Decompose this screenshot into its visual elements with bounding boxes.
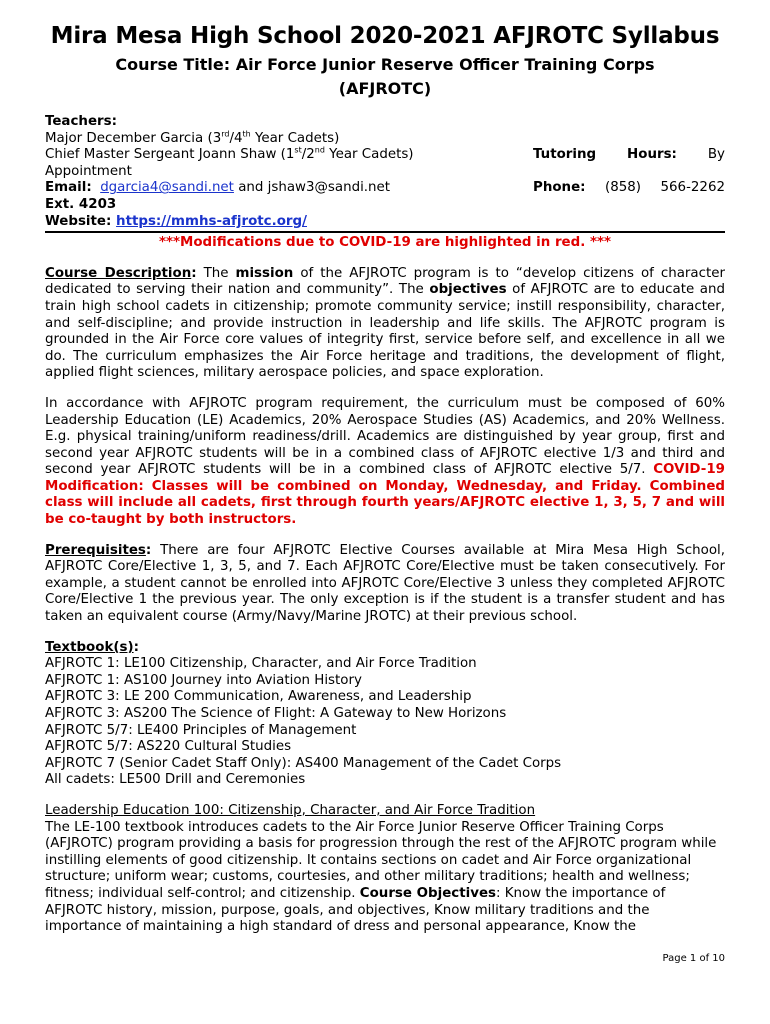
list-item: AFJROTC 3: LE 200 Communication, Awareness, and Leadership — [45, 689, 472, 705]
list-item: AFJROTC 3: AS200 The Science of Flight: A Gateway to New Horizons — [45, 706, 507, 721]
teachers-label: Teachers: — [45, 114, 117, 129]
email-line: Email: dgarcia4@sandi.net and jshaw3@sandi.net — [45, 180, 391, 196]
prerequisites-heading: Prerequisites — [45, 542, 146, 558]
tutoring-hours: Tutoring Hours: By — [533, 147, 725, 162]
le100-paragraph: The LE-100 textbook introduces cadets to the Air Force Junior Reserve Officer Training Corps (AFJROTC) program providing a basis for progression through the rest of the AFJROTC program while instilling elements of good citizenship. It contains sections on cadet and Air Force organizational structure; uniform wear; customs, courtesies, and other military traditions; health and wellness; fitness; individual self-control; and citizenship. Course Objectives: Know the importance of AFJROTC history, mission, purpose, goals, and objectives, Know military traditions and the importance of maintaining a high standard of dress and personal appearance, Know the — [45, 819, 717, 935]
list-item: All cadets: LE500 Drill and Ceremonies — [45, 772, 306, 788]
list-item: AFJROTC 1: AS100 Journey into Aviation History — [45, 672, 362, 688]
covid-modification: COVID-19 Modification: Classes will be combined on Monday, Wednesday, and Friday. Combined class will include all cadets, first through fourth years/AFJROTC elective 1, 3, 5, 7 and will be co-taught by both instructors. — [45, 462, 725, 528]
covid-notice: ***Modifications due to COVID-19 are highlighted in red. *** — [159, 235, 611, 251]
phone-line: Phone: (858) 566-2262 — [533, 180, 725, 195]
teacher-2: Chief Master Sergeant Joann Shaw (1st/2nd Year Cadets) — [45, 145, 414, 163]
course-objectives-label: Course Objectives — [359, 885, 496, 901]
prerequisites: Prerequisites: There are four AFJROTC Elective Courses available at Mira Mesa High School, AFJROTC Core/Elective 1, 3, 5, and 7. Each AFJROTC Core/Elective must be taken consecutively. For example, a student cannot be enrolled into AFJROTC Core/Elective 3 unless they completed AFJROTC Core/Elective 1 the previous year. The only exception is if the student is a transfer student and has taken an equivalent course (Army/Navy/Marine JROTC) at their previous school. — [45, 542, 725, 625]
course-title-line-2: (AFJROTC) — [338, 79, 432, 98]
course-title-line-1: Course Title: Air Force Junior Reserve Officer Training Corps — [115, 55, 655, 74]
curriculum-paragraph: In accordance with AFJROTC program requirement, the curriculum must be composed of 60% Leadership Education (LE) Academics, 20% Aerospace Studies (AS) Academics, and 20% Wellness. E.g. physical training/uniform readiness/drill. Academics are distinguished by year group, first and second year AFJROTC students will be in a combined class of AFJROTC elective 1/3 and third and second year AFJROTC students will be in a combined class of AFJROTC elective 5/7. COVID-19 Modification: Classes will be combined on Monday, Wednesday, and Friday. Combined class will include all cadets, first through fourth years/AFJROTC elective 1, 3, 5, 7 and will be co-taught by both instructors. — [45, 395, 725, 528]
phone-extension: Ext. 4203 — [45, 196, 117, 212]
appointment-text: Appointment — [45, 163, 132, 179]
page-number: Page 1 of 10 — [662, 953, 725, 964]
website-line: Website: https://mmhs-afjrotc.org/ — [45, 213, 307, 229]
course-description-heading: Course Description — [45, 265, 192, 281]
list-item: AFJROTC 5/7: LE400 Principles of Management — [45, 722, 357, 738]
list-item: AFJROTC 1: LE100 Citizenship, Character, and Air Force Tradition — [45, 656, 477, 672]
teacher-1: Major December Garcia (3rd/4th Year Cadets) — [45, 129, 340, 146]
teachers-section — [45, 114, 725, 233]
syllabus-page — [45, 20, 725, 936]
page-title: Mira Mesa High School 2020-2021 AFJROTC Syllabus — [50, 23, 720, 49]
le100-heading: Leadership Education 100: Citizenship, Character, and Air Force Tradition — [45, 802, 536, 818]
divider-rule — [45, 231, 725, 233]
list-item: AFJROTC 5/7: AS220 Cultural Studies — [45, 739, 292, 755]
textbooks-heading: Textbook(s) — [45, 639, 134, 655]
textbooks-section: Textbook(s): AFJROTC 1: LE100 Citizenship, Character, and Air Force Tradition AFJROTC 1: AS100 Journey into Aviation History AFJROTC 3: LE 200 Communication, Awareness, and Leadership AFJROTC 3: AS200 The Science of Flight: A Gateway to New Horizons AFJROTC 5/7: LE400 Principles of Management AFJROTC 5/7: AS220 Cultural Studies AFJROTC 7 (Senior Cadet Staff Only): AS400 Management of the Cadet Corps All cadets: LE500 Drill and Ceremonies — [45, 640, 725, 789]
email-link-garcia[interactable]: dgarcia4@sandi.net — [100, 180, 234, 196]
website-link[interactable]: https://mmhs-afjrotc.org/ — [116, 213, 307, 229]
list-item: AFJROTC 7 (Senior Cadet Staff Only): AS400 Management of the Cadet Corps — [45, 755, 562, 771]
course-description: Course Description: The mission of the AFJROTC program is to “develop citizens of character dedicated to serving their nation and community”. The objectives of AFJROTC are to educate and train high school cadets in citizenship; promote community service; instill responsibility, character, and self-discipline; and provide instruction in leadership and life skills. The AFJROTC program is grounded in the Air Force core values of integrity first, service before self, and excellence in all we do. The curriculum emphasizes the Air Force heritage and traditions, the development of flight, applied flight sciences, military aerospace policies, and space exploration. — [45, 265, 725, 381]
